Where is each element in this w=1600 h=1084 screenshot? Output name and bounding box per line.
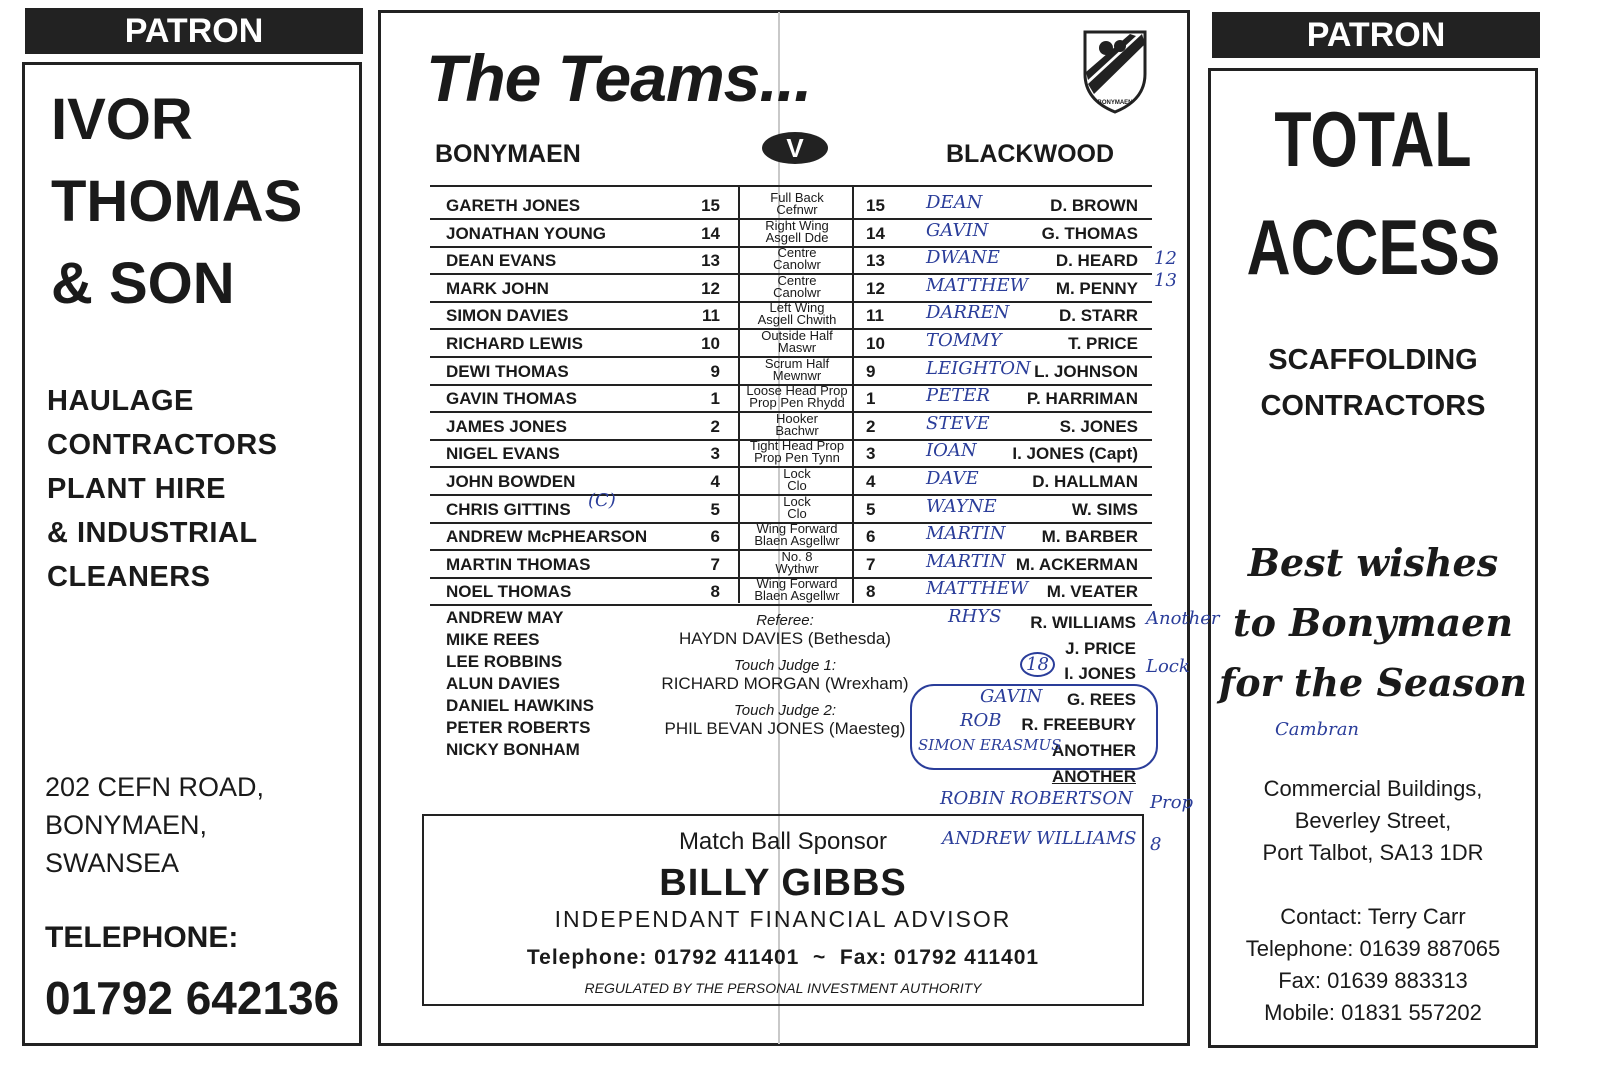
away-player-number: 11 (866, 306, 884, 326)
sub-line: DANIEL HAWKINS (446, 696, 594, 715)
away-player-name: D. HALLMAN (1032, 472, 1138, 491)
home-player-number: 11 (702, 306, 720, 326)
handwritten-first-name: MARTIN (926, 550, 1006, 572)
table-top-rule (430, 185, 1152, 187)
away-player-number: 3 (866, 444, 876, 464)
position-label (740, 440, 854, 464)
home-player-number: 3 (710, 444, 720, 464)
handwritten-extra-1: ROBIN ROBERTSON (940, 788, 1133, 809)
position-english: Centre (777, 272, 817, 288)
company-line-2: THOMAS (51, 169, 303, 234)
position-label (740, 523, 854, 547)
position-english: Centre (777, 245, 817, 261)
handwritten-first-name: WAYNE (926, 495, 997, 517)
table-row (430, 273, 1152, 303)
away-player-name: M. ACKERMAN (1015, 554, 1138, 574)
home-player-name: NIGEL EVANS (446, 444, 560, 464)
position-welsh: Blaen Asgellwr (754, 588, 840, 604)
right-ad-panel (1208, 68, 1538, 1048)
position-label (740, 385, 854, 409)
touch-judge-2-name: PHIL BEVAN JONES (Maesteg) (664, 719, 906, 738)
position-english: Lock (783, 493, 811, 509)
table-row (430, 466, 1152, 496)
home-player-name: ANDREW McPHEARSON (446, 527, 648, 547)
crest-label: BONYMAEN (1097, 100, 1133, 106)
sub-line: ALUN DAVIES (446, 674, 560, 693)
service-line: SCAFFOLDING (1268, 344, 1478, 376)
home-player-name: GARETH JONES (446, 196, 581, 215)
wishes-line: for the Season (1218, 660, 1528, 705)
position-welsh: Canolwr (773, 284, 821, 300)
position-welsh: Asgell Dde (765, 229, 829, 245)
contact-line: Mobile: 01831 557202 (1264, 1000, 1482, 1025)
handwritten-first-name: MARTIN (926, 523, 1006, 545)
sponsor-box (422, 814, 1144, 1006)
away-player-number: 14 (866, 223, 885, 243)
service-line: PLANT HIRE (47, 473, 226, 505)
left-telephone-label: TELEPHONE: (45, 921, 239, 954)
left-company-name (51, 79, 302, 325)
sponsor-heading: Match Ball Sponsor (678, 828, 888, 855)
position-welsh: Prop Pen Tynn (754, 450, 840, 466)
away-player-name: M. PENNY (1055, 278, 1138, 298)
position-welsh: Blaen Asgellwr (754, 533, 840, 549)
table-row (430, 411, 1152, 441)
away-player-name: G. THOMAS (1041, 223, 1138, 243)
position-english: Right Wing (765, 217, 829, 233)
position-label (740, 330, 854, 354)
company-line-3: & SON (51, 251, 235, 316)
position-welsh: Bachwr (775, 422, 819, 438)
home-team: BONYMAEN (435, 140, 581, 168)
handwritten-first-name: MATTHEW (926, 274, 1029, 296)
company-line-2: ACCESS (1246, 203, 1501, 291)
away-player-number: 1 (866, 389, 876, 409)
away-player-name: D. HEARD (1055, 251, 1138, 271)
handwritten-sub-1: RHYS (948, 606, 1002, 627)
sub-line: LEE ROBBINS (446, 652, 563, 671)
address-line: 202 CEFN ROAD, (45, 772, 265, 802)
position-welsh: Asgell Chwith (757, 312, 837, 328)
table-row (430, 218, 1152, 248)
away-player-name: D. STARR (1058, 306, 1138, 326)
handwritten-first-name: PETER (926, 385, 990, 407)
away-player-name: S. JONES (1059, 416, 1138, 436)
home-player-number: 15 (701, 196, 720, 215)
service-line: CONTRACTORS (1260, 390, 1486, 422)
handwritten-first-name: DARREN (926, 302, 1010, 324)
away-player-number: 2 (866, 416, 876, 436)
away-player-number: 4 (866, 472, 876, 491)
handwritten-first-name: IOAN (926, 440, 977, 462)
handwritten-first-name: STEVE (926, 412, 990, 434)
handwritten-note-cambran: Cambran (1275, 719, 1360, 740)
away-team: BLACKWOOD (946, 140, 1115, 168)
position-label (740, 272, 854, 300)
away-player-number: 8 (866, 582, 876, 602)
handwritten-first-name: GAVIN (926, 219, 989, 241)
away-player-number: 9 (866, 361, 876, 381)
club-crest (1080, 24, 1150, 118)
position-english: Lock (783, 466, 811, 481)
table-row (430, 438, 1152, 468)
table-row (430, 383, 1152, 413)
handwritten-note-lock: Lock (1146, 656, 1190, 677)
position-label (740, 217, 854, 245)
home-player-number: 1 (710, 389, 720, 409)
position-english: Wing Forward (756, 576, 838, 592)
sponsor-role: INDEPENDANT FINANCIAL ADVISOR (554, 906, 1012, 932)
table-row (430, 245, 1152, 275)
home-player-number: 10 (701, 334, 720, 353)
position-english: Tight Head Prop (749, 438, 845, 454)
position-welsh: Clo (787, 478, 807, 493)
handwritten-sub-6: SIMON ERASMUS (918, 736, 1062, 754)
contact-line: Fax: 01639 883313 (1278, 968, 1468, 993)
handwritten-note-another: Another (1146, 608, 1220, 629)
sponsor-regulation: REGULATED BY THE PERSONAL INVESTMENT AUTHORITY (584, 980, 982, 996)
position-english: Loose Head Prop (746, 383, 848, 399)
home-player-number: 14 (701, 223, 720, 243)
company-line-1: IVOR (51, 87, 193, 152)
away-player-number: 10 (866, 334, 885, 353)
position-welsh: Maswr (777, 340, 817, 355)
sub-line: MIKE REES (446, 630, 540, 649)
contact-line: Telephone: 01639 887065 (1245, 936, 1501, 961)
home-substitutes (446, 607, 594, 761)
away-player-name: L. JOHNSON (1034, 361, 1138, 381)
sub-line: J. PRICE (1065, 638, 1136, 658)
address-line: Port Talbot, SA13 1DR (1262, 840, 1484, 865)
handwritten-note-captain: (C) (588, 490, 616, 511)
home-player-number: 13 (701, 251, 720, 271)
table-row (430, 328, 1152, 358)
position-english: No. 8 (781, 548, 813, 564)
sub-line: NICKY BONHAM (446, 740, 580, 759)
wishes-line: Best wishes (1247, 540, 1499, 585)
away-player-name: D. BROWN (1050, 196, 1138, 215)
address-line: BONYMAEN, (45, 810, 208, 840)
away-player-name: P. HARRIMAN (1026, 389, 1138, 409)
position-english: Hooker (776, 410, 818, 426)
table-row (430, 494, 1152, 524)
away-player-number: 5 (866, 499, 876, 519)
home-player-name: JONATHAN YOUNG (446, 223, 606, 243)
away-player-name: W. SIMS (1071, 499, 1138, 519)
table-row (430, 356, 1152, 386)
table-row (430, 549, 1152, 579)
wishes-line: to Bonymaen (1233, 600, 1513, 645)
position-english: Scrum Half (764, 355, 830, 371)
service-line: CLEANERS (47, 561, 211, 593)
away-player-number: 7 (866, 554, 876, 574)
service-line: CONTRACTORS (47, 429, 278, 461)
home-player-name: JAMES JONES (446, 416, 567, 436)
home-player-name: DEAN EVANS (446, 251, 557, 271)
home-player-name: CHRIS GITTINS (446, 499, 571, 519)
company-line-1: TOTAL (1274, 95, 1472, 183)
handwritten-first-name: DAVE (926, 468, 979, 489)
referee-name: HAYDN DAVIES (Bethesda) (679, 629, 891, 648)
address-line: Commercial Buildings, (1263, 776, 1483, 801)
handwritten-note-12: 12 (1154, 248, 1177, 269)
away-player-name: M. BARBER (1041, 527, 1138, 547)
handwritten-first-name: DEAN (926, 192, 983, 213)
away-player-number: 15 (866, 196, 885, 215)
touch-judge-2-role: Touch Judge 2: (733, 702, 837, 719)
officials (650, 612, 920, 739)
position-label (740, 355, 854, 383)
right-best-wishes (1211, 533, 1535, 713)
home-player-number: 7 (710, 554, 720, 574)
away-player-number: 13 (866, 251, 885, 271)
handwritten-circle (910, 684, 1158, 770)
position-welsh: Cefnwr (776, 202, 818, 217)
position-welsh: Mewnwr (772, 367, 822, 383)
sub-line: R. FREEBURY (1021, 715, 1136, 735)
sponsor-name: BILLY GIBBS (659, 862, 907, 904)
sub-line: ANOTHER (1051, 766, 1136, 786)
away-player-name: M. VEATER (1046, 582, 1138, 602)
position-welsh: Canolwr (773, 257, 821, 273)
home-player-name: MARTIN THOMAS (446, 554, 591, 574)
handwritten-extra-2: ANDREW WILLIAMS (942, 828, 1137, 849)
home-player-name: GAVIN THOMAS (446, 389, 577, 409)
away-player-name: I. JONES (Capt) (1012, 444, 1138, 464)
right-contact (1211, 901, 1535, 1029)
home-player-number: 9 (710, 361, 720, 381)
versus-badge: V (762, 132, 828, 164)
address-line: Beverley Street, (1294, 808, 1452, 833)
home-player-name: DEWI THOMAS (446, 361, 569, 381)
home-player-name: JOHN BOWDEN (446, 472, 576, 491)
position-english: Wing Forward (756, 521, 838, 537)
home-player-name: SIMON DAVIES (446, 306, 569, 326)
handwritten-sub-5: ROB (960, 710, 1002, 731)
handwritten-note-13: 13 (1154, 270, 1177, 291)
home-player-name: RICHARD LEWIS (446, 334, 583, 353)
sub-line: I. JONES (1064, 664, 1136, 684)
home-player-number: 4 (710, 472, 720, 491)
position-welsh: Wythwr (775, 560, 819, 576)
left-address (45, 768, 264, 882)
left-telephone-number: 01792 642136 (45, 972, 340, 1024)
home-player-number: 8 (710, 582, 720, 602)
position-label (740, 302, 854, 326)
right-patron-banner: PATRON (1212, 12, 1540, 58)
position-label (740, 493, 854, 521)
away-player-number: 12 (866, 278, 885, 298)
table-row (430, 300, 1152, 330)
home-player-number: 6 (710, 527, 720, 547)
sponsor-phones: Telephone: 01792 411401 ~ Fax: 01792 411401 (526, 946, 1040, 969)
sub-line: R. WILLIAMS (1030, 613, 1136, 632)
sub-line: G. REES (1067, 689, 1136, 709)
service-line: & INDUSTRIAL (47, 517, 258, 549)
page-title: The Teams... (426, 41, 812, 115)
address-line: SWANSEA (45, 848, 180, 878)
handwritten-note-8: 8 (1150, 834, 1162, 855)
handwritten-first-name: DWANE (926, 247, 1000, 269)
position-label (740, 247, 854, 271)
sub-line: ANDREW MAY (446, 608, 564, 627)
sub-line: ANOTHER (1051, 740, 1136, 760)
left-ad-panel (22, 62, 362, 1046)
table-row (430, 521, 1152, 551)
referee-role: Referee: (756, 612, 814, 629)
handwritten-first-name: TOMMY (926, 330, 1002, 351)
position-welsh: Clo (787, 505, 807, 521)
position-english: Outside Half (761, 328, 833, 343)
home-player-number: 12 (701, 278, 720, 298)
away-player-name: T. PRICE (1068, 334, 1138, 353)
position-label (740, 468, 854, 492)
right-company-name (1247, 85, 1500, 301)
left-services (47, 379, 278, 599)
home-player-number: 2 (710, 416, 720, 436)
position-label (740, 548, 854, 576)
position-english: Left Wing (769, 300, 825, 316)
table-row (430, 190, 1152, 220)
handwritten-first-name: MATTHEW (926, 578, 1029, 600)
handwritten-first-name: LEIGHTON (926, 357, 1031, 379)
right-address (1211, 773, 1535, 869)
position-label (740, 578, 854, 602)
home-player-number: 5 (710, 499, 720, 519)
sub-line: PETER ROBERTS (446, 718, 591, 737)
position-label (740, 192, 854, 216)
handwritten-note-prop: Prop (1150, 792, 1194, 813)
position-welsh: Prop Pen Rhydd (749, 395, 845, 411)
handwritten-note-18: 18 (1020, 652, 1055, 677)
home-player-name: NOEL THOMAS (446, 582, 572, 602)
position-label (740, 410, 854, 438)
service-line: HAULAGE (47, 385, 194, 417)
away-player-number: 6 (866, 527, 876, 547)
handwritten-sub-4: GAVIN (980, 686, 1043, 707)
contact-line: Contact: Terry Carr (1280, 904, 1466, 929)
home-player-name: MARK JOHN (446, 278, 549, 298)
left-patron-banner: PATRON (25, 8, 363, 54)
position-english: Full Back (770, 190, 824, 205)
touch-judge-1-name: RICHARD MORGAN (Wrexham) (661, 674, 909, 693)
right-services (1211, 337, 1535, 429)
table-row (430, 576, 1152, 606)
touch-judge-1-role: Touch Judge 1: (733, 657, 837, 674)
